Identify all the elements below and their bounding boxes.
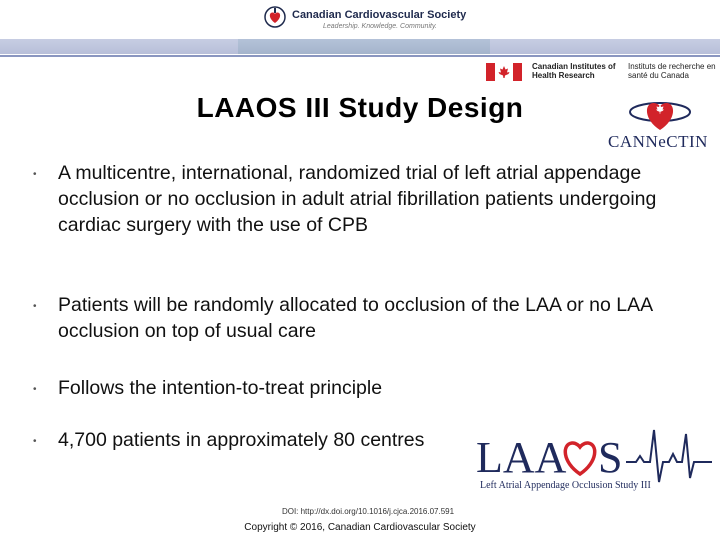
header-banner xyxy=(0,0,720,60)
list-item xyxy=(30,160,658,238)
bullet-text: Follows the intention-to-treat principle xyxy=(58,377,383,399)
org-tagline: Leadership. Knowledge. Community. xyxy=(323,23,437,30)
doi-reference xyxy=(0,507,720,516)
laaos-letters-pre: LAA xyxy=(476,433,567,482)
cihr-name-fr: Instituts de recherche en santé du Canada xyxy=(628,62,716,80)
banner-divider xyxy=(0,55,720,57)
laaos-subtitle: Left Atrial Appendage Occlusion Study III xyxy=(480,480,651,491)
bullet-marker: • xyxy=(33,301,37,312)
banner-stripe-middle xyxy=(238,39,490,54)
canada-flag-icon xyxy=(486,63,522,81)
doi-text: DOI: http://dx.doi.org/10.1016/j.cjca.2016.07.591 xyxy=(281,507,455,516)
copyright-text: Copyright © 2016, Canadian Cardiovascular Society xyxy=(244,522,476,533)
heart-icon xyxy=(264,6,286,28)
slide-title: LAAOS III Study Design xyxy=(196,92,524,123)
bullet-marker: • xyxy=(33,436,37,447)
copyright-notice xyxy=(0,522,720,533)
bullet-text: A multicentre, international, randomized trial of left atrial appendage occlusion or no occlusion in adult atrial fibrillation patients undergoing cardiac surgery with the use of CPB xyxy=(58,162,657,236)
bullet-text: Patients will be randomly allocated to occlusion of the LAA or no LAA occlusion on top of usual care xyxy=(58,294,653,342)
list-item xyxy=(30,292,658,344)
bullet-marker: • xyxy=(33,169,37,180)
banner-stripe-left xyxy=(0,39,238,54)
cannectin-wordmark: CANNeCTIN xyxy=(608,132,708,151)
laaos-letters-post: S xyxy=(598,433,623,482)
org-name: Canadian Cardiovascular Society xyxy=(292,9,467,21)
laaos-logo xyxy=(470,426,715,496)
bullet-marker: • xyxy=(33,384,37,395)
bullet-text: 4,700 patients in approximately 80 centres xyxy=(58,429,425,451)
cihr-name-en: Canadian Institutes of Health Research xyxy=(532,62,616,80)
cannectin-logo xyxy=(596,90,720,152)
banner-stripe-right xyxy=(490,39,720,54)
ecg-line-icon xyxy=(626,430,712,482)
list-item xyxy=(30,375,658,401)
